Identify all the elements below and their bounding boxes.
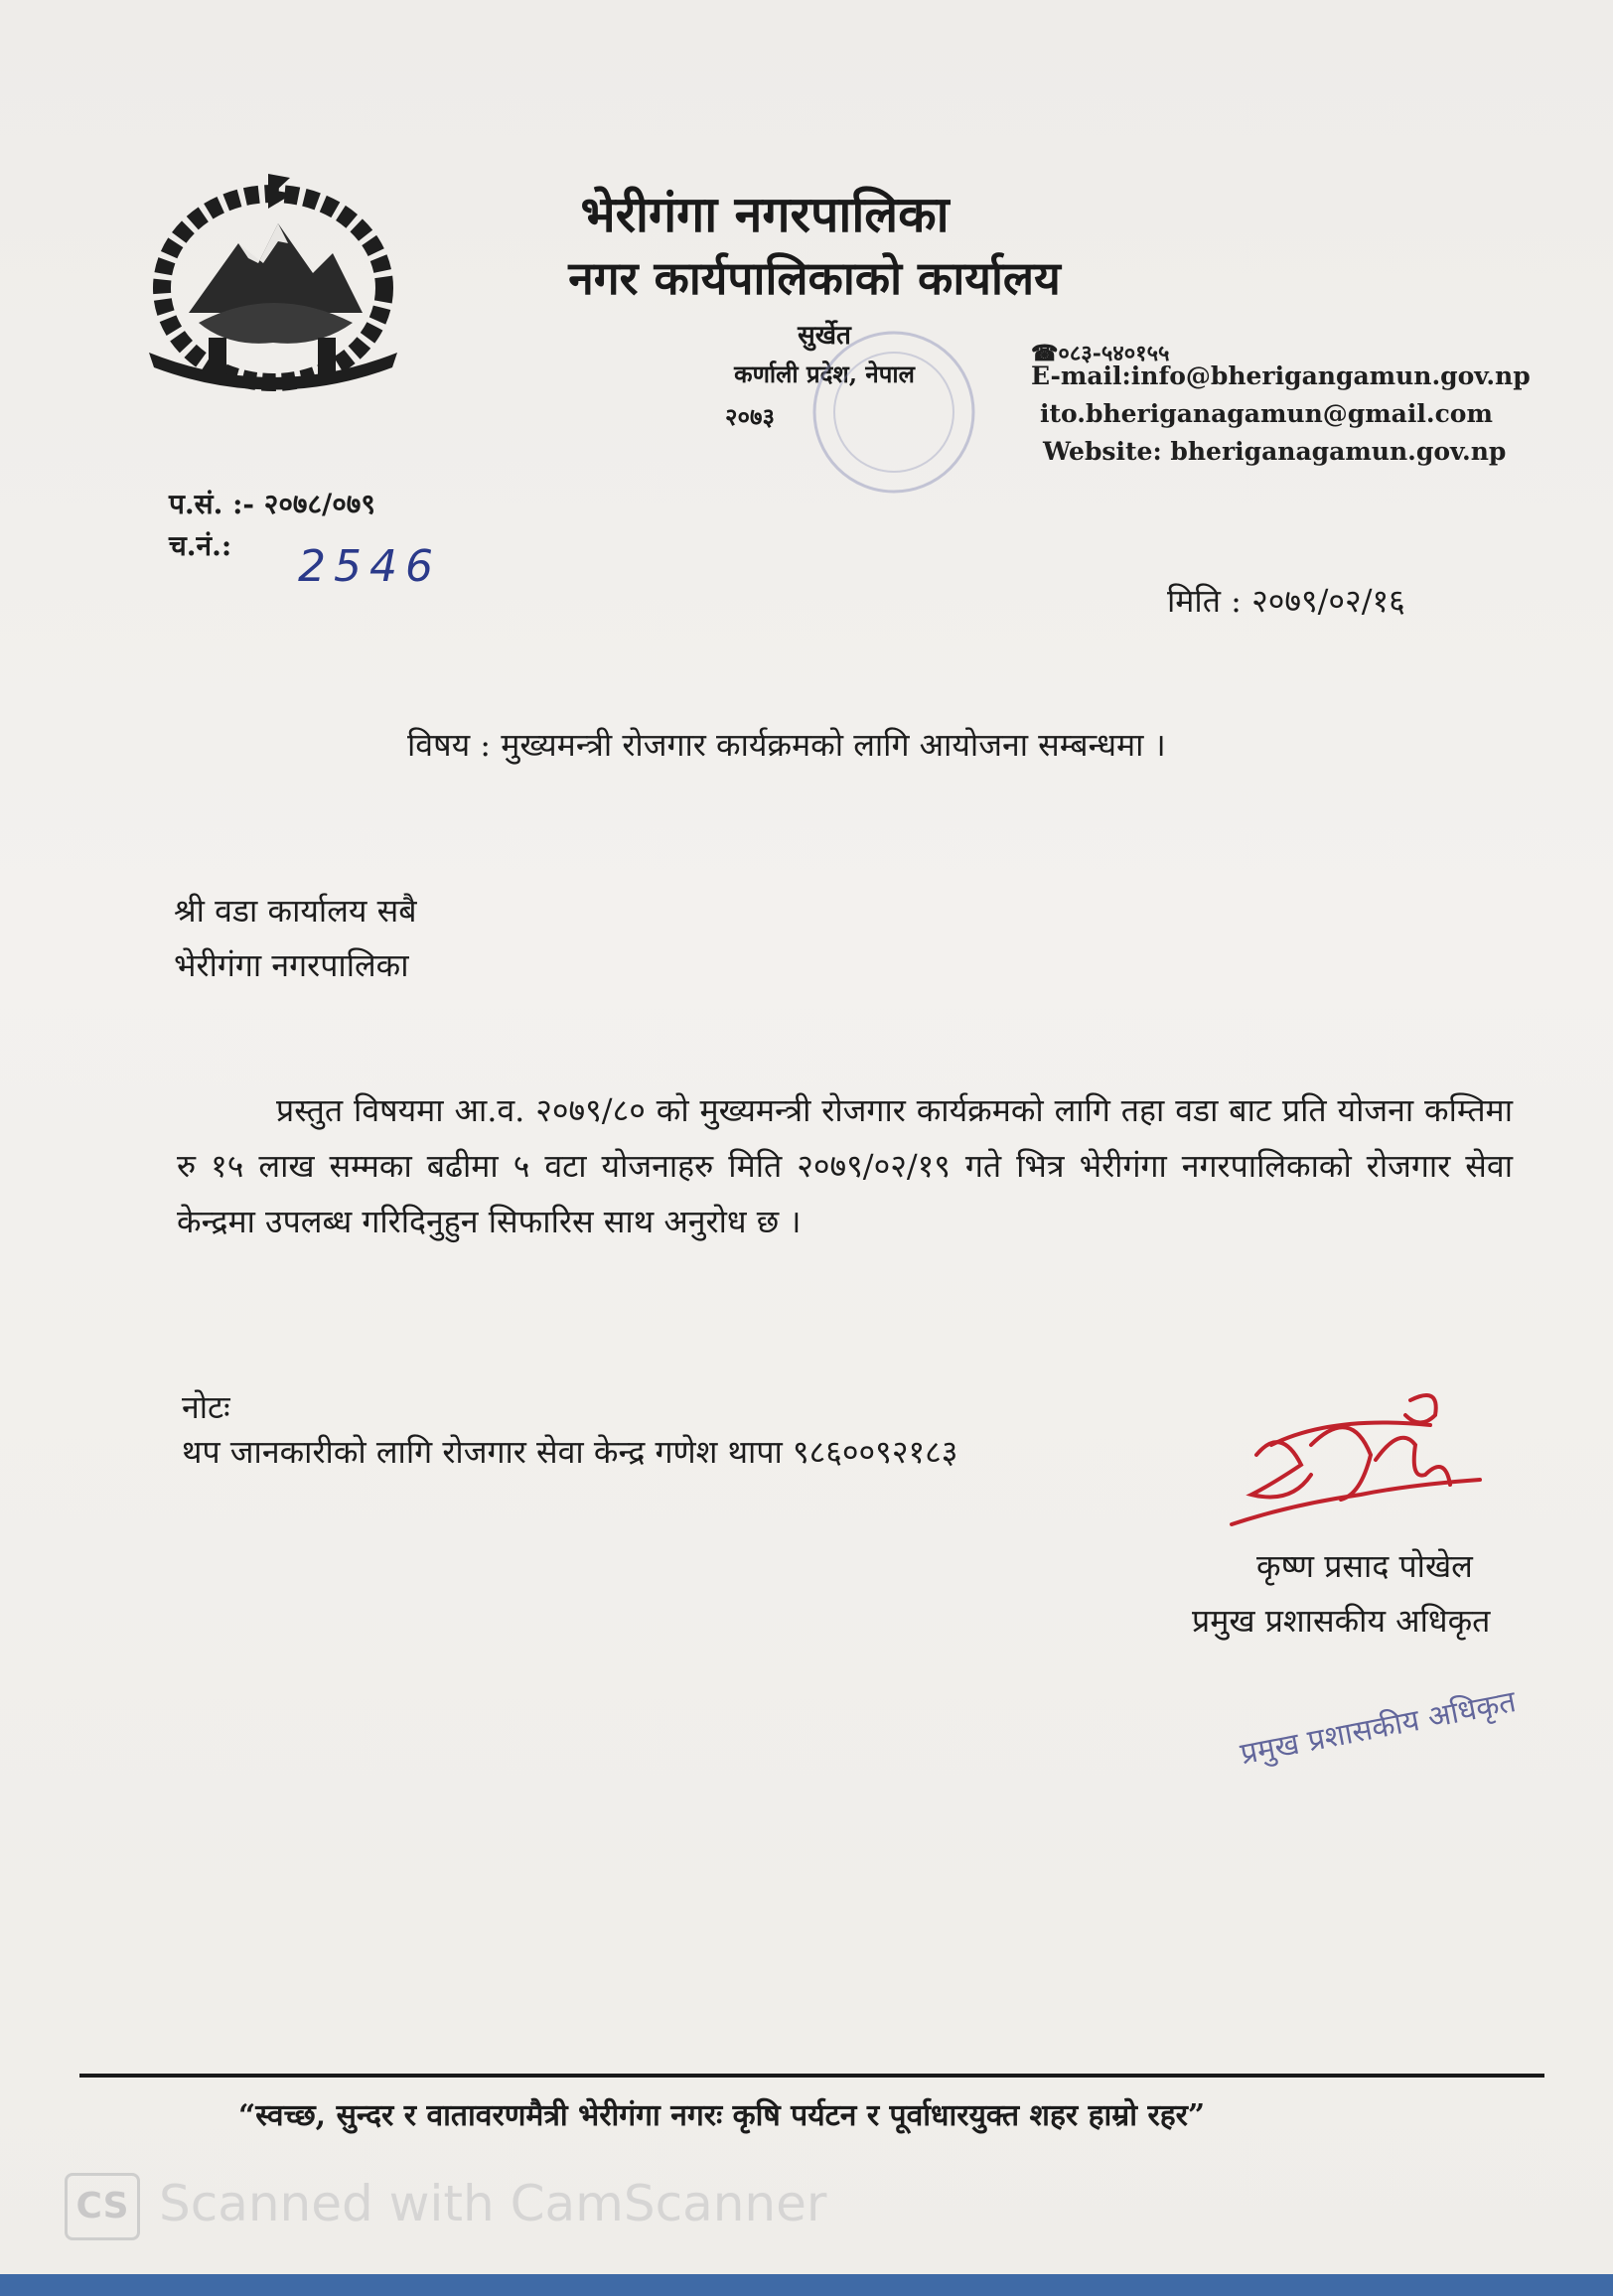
addressee-line-1: श्री वडा कार्यालय सबै [174,892,417,930]
phone-number: ☎०८३-५४०१५५ [1031,341,1170,366]
email-address-secondary: ito.bheriganagamun@gmail.com [1040,399,1493,428]
org-name: भेरीगंगा नगरपालिका [580,185,950,243]
addressee-line-2: भेरीगंगा नगरपालिका [174,946,409,984]
footer-motto: “स्वच्छ, सुन्दर र वातावरणमैत्री भेरीगंगा नगरः कृषि पर्यटन र पूर्वाधारयुक्त शहर हाम्रो रहर” [238,2098,1206,2133]
letter-subject: विषय : मुख्यमन्त्री रोजगार कार्यक्रमको लागि आयोजना सम्बन्धमा । [407,726,1166,764]
nepal-emblem-icon [129,164,417,412]
note-label: नोटः [182,1388,230,1426]
email-address: E-mail:info@bherigangamun.gov.np [1031,361,1531,390]
handwritten-signature-icon [1212,1385,1500,1544]
letter-reference-number: प.सं. :- २०७८/०७९ [169,488,375,520]
dispatch-number-label: च.नं.: [169,529,232,562]
office-seal-stamp-icon [785,318,1003,506]
footer-divider [79,2074,1544,2078]
dispatch-number-handwritten: 2546 [298,541,441,592]
camscanner-logo-icon: CS [65,2173,140,2240]
letter-body: प्रस्तुत विषयमा आ.व. २०७९/८० को मुख्यमन्त्री रोजगार कार्यक्रमको लागि तहा वडा बाट प्रति योजना कम्तिमा रु १५ लाख सम्मका बढीमा ५ वटा योजनाहरु मिति २०७९/०२/१९ गते भित्र भेरीगंगा नगरपालिकाको रोजगार सेवा केन्द्रमा उपलब्ध गरिदिनुहुन सिफारिस साथ अनुरोध छ । [177,1091,1513,1240]
website-address: Website: bheriganagamun.gov.np [1043,437,1507,466]
signatory-name: कृष्ण प्रसाद पोखेल [1256,1547,1473,1585]
designation-stamp: प्रमुख प्रशासकीय अधिकृत [1237,1684,1520,1773]
district-name: सुर्खेत [798,321,851,351]
established-year: २०७३ [725,402,775,431]
camscanner-watermark: Scanned with CamScanner [159,2175,827,2232]
letter-date: मिति : २०७९/०२/१६ [1167,582,1405,620]
office-name: नगर कार्यपालिकाको कार्यालय [568,251,1061,305]
bottom-background-strip [0,2274,1613,2296]
note-text: थप जानकारीको लागि रोजगार सेवा केन्द्र गणेश थापा ९८६००९२१८३ [182,1433,958,1471]
province-name: कर्णाली प्रदेश, नेपाल [734,359,915,388]
signatory-title: प्रमुख प्रशासकीय अधिकृत [1192,1602,1491,1640]
